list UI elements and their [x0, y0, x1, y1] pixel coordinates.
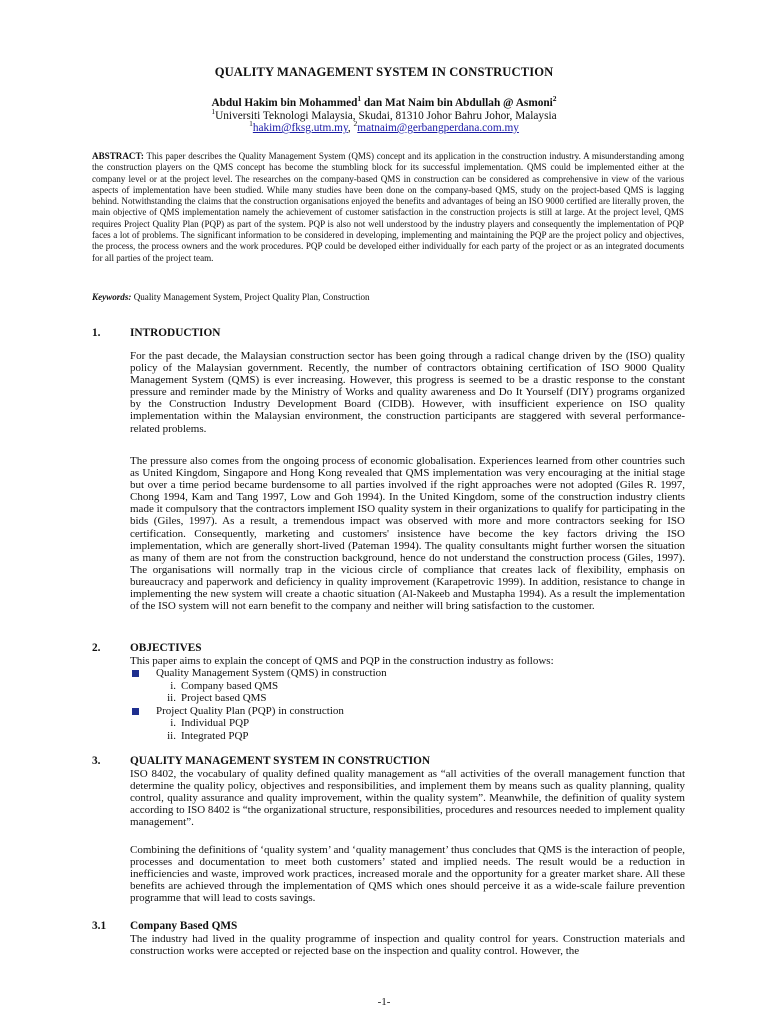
section-3-1-paragraph: The industry had lived in the quality programme of inspection and quality control for years. Construction materials and construction works were accepted or rejected base on the inspection and quality control. However, the	[130, 933, 685, 958]
list-item: i. Company based QMS	[170, 679, 279, 692]
paper-title: QUALITY MANAGEMENT SYSTEM IN CONSTRUCTION	[214, 65, 554, 79]
email-link-1[interactable]: hakim@fksg.utm.my	[252, 122, 348, 134]
list-item: Quality Management System (QMS) in construction	[130, 667, 685, 680]
list-item: ii. Project based QMS	[167, 692, 267, 704]
section-2-intro: This paper aims to explain the concept of QMS and PQP in the construction industry as follows:	[130, 655, 554, 667]
square-bullet-icon	[132, 670, 139, 677]
section-1-paragraph-2: The pressure also comes from the ongoing process of economic globalisation. Experiences learned from other countries such as United Kingdom, Singapore and Hong Kong revealed that QMS implementation was very encouraging at the initial stage but over a time period became burdensome to all parties involved if the right approaches were not adopted (Giles R. 1997, Chong 1994, Kam and Tang 1997, Low and Goh 1994). In the United Kingdom, some of the construction industry clients made it compulsory that the contractors implement ISO quality system in their organizations to qualify for participating in the bids (Giles, 1997). As a result, a tremendous impact was observed with more and more contractors seeking for ISO certification. Consequently, marketing and customers' insistence have become the key factors driving the ISO implementation, which are generally short-lived (Pateman 1994). The quality consultants might further worsen the situation as many of them are not from the construction background, hence do not understand the construction process (Giles, 1997). The organisations will normally trap in the vicious circle of compliance that creates lack of flexibility, emphasis on bureaucracy and paperwork and deficiency in quality improvement (Karapetrovic 1999). In addition, resistance to change in implementing the new system will create a chaotic situation (Al-Nakeeb and Mustapha 1994). As a result the implementation of the ISO system will not earn benefit to the company and neither will bring satisfaction to the customer.	[130, 455, 685, 613]
list-item: i. Individual PQP	[170, 717, 250, 729]
email-link-2[interactable]: matnaim@gerbangperdana.com.my	[357, 122, 519, 134]
author-names: Abdul Hakim bin Mohammed$^1$ dan Mat Naim bin Abdullah @ Asmoni$^2$	[211, 94, 557, 109]
paper-page: QUALITY MANAGEMENT SYSTEM IN CONSTRUCTION Abdul Hakim bin Mohammed$^1$ dan Mat Naim bin Abdullah @ Asmoni$^2$ $^1$Universiti Teknologi Malaysia, Skudai, 81310 Johor Bahru Johor, Malaysia $^1$hakim@fksg.utm.my, $^2$matnaim@gerbangperdana.com.my ABSTRACT: This paper describes the Quality Management System (QMS) concept and its application in the construction industry. A misunderstanding among the construction players on the QMS concept has become the stumbling block for its successful implementation. QMS could be implemented either at the company level or at the project level. The researches on the company-based QMS in construction can be considered as comprehensive in view of the various aspects of implementation have been studied. While many studies have been done on the company-based QMS, study on the project-based QMS is lagging behind. Notwithstanding the claims that the construction organisations enjoyed the benefits and advantages of being an ISO 9000 certified are literally proven, the main objective of QMS implementation namely the achievement of customer satisfaction in the construction projects is still at large. At the project level, QMS requires Project Quality Plan (PQP) as part of the system. PQP is also not well understood by the industry players and consequently the implementation of PQP faces a lot of problems. The significant information to be considered in developing, implementing and maintaining the PQP are the project policy and objectives, the process, the process owners and the work procedures. PQP could be developed either individually for each party of the project or as an integrated documents for all parties of the project team. Keywords: Quality Management System, Project Quality Plan, Construction 1. INTRODUCTION For the past decade, the Malaysian construction sector has been going through a radical change driven by the (ISO) quality policy of the Malaysian government. Recently, the number of contractors obtaining certification of ISO 9000 Quality Management System (QMS) is ever increasing. However, this progress is seemed to be a drastic response to the constant pressure and reminder made by the Ministry of Works and quality awareness and Do It Yourself (DIY) programs organized by the Construction Industry Development Board (CIDB). However, with insufficient experience on ISO quality implementation within the Malaysian environment, the construction participants are staggered with several performance-related problems. The pressure also comes from the ongoing process of economic globalisation. Experiences learned from other countries such as United Kingdom, Singapore and Hong Kong revealed that QMS implementation was very encouraging at the initial stage but over a time period became burdensome to all parties involved if the right approaches were not adopted (Giles R. 1997, Chong 1994, Kam and Tang 1997, Low and Goh 1994). In the United Kingdom, some of the construction industry clients made it compulsory that the contractors implement ISO quality system in their organizations to qualify for participating in the bids (Giles, 1997). As a result, a tremendous impact was observed with more and more contractors seeking for ISO certification. Consequently, marketing and customers' insistence have become the key factors driving the ISO implementation, which are generally short-lived (Pateman 1994). The quality consultants might further worsen the situation as many of them are not from the construction background, hence do not understand the construction process (Giles, 1997). The organisations will normally trap in the vicious circle of compliance that creates lack of flexibility, emphasis on bureaucracy and paperwork and deficiency in quality improvement (Karapetrovic 1999). In addition, resistance to change in implementing the new system will create a chaotic situation (Al-Nakeeb and Mustapha 1994). As a result the implementation of the ISO system will not earn benefit to the company and neither will bring satisfaction to the customer. 2. OBJECTIVES This paper aims to explain the concept of QMS and PQP in the construction industry as follows: Quality Management System (QMS) in construction i. Company based QMS ii. Project based QMS Project Quality Plan (PQP) in construction i. Individual PQP ii. Integrated PQP 3. QUALITY MANAGEMENT SYSTEM IN CONSTRUCTION ISO 8402, the vocabulary of quality defined quality management as “all activities of the overall management function that determine the quality policy, objectives and responsibilities, and implement them by means such as quality planning, quality control, quality assurance and quality improvement, within the quality system”. Meanwhile, the definition of quality system according to ISO 8402 is “the organizational structure, responsibilities, procedures and resources needed to implement quality management”. Combining the definitions of ‘quality system’ and ‘quality management’ thus concludes that QMS is the interaction of people, processes and documentation to meet both customers’ stated and implied needs. The result would be a reduction in inefficiencies and waste, improved work practices, increased morale and the opportunity for a greater market share. All these benefits are achieved through the implementation of QMS which ones should perceive it as a wide-scale failure prevention programme that will lead to costs savings. 3.1 Company Based QMS The industry had lived in the quality programme of inspection and quality control for years. Construction materials and construction works were accepted or rejected base on the inspection and quality control. However, the -1-	[0, 0, 768, 1024]
list-item: Project Quality Plan (PQP) in construction	[130, 705, 685, 718]
section-3-paragraph-2: Combining the definitions of ‘quality system’ and ‘quality management’ thus concludes that QMS is the interaction of people, processes and documentation to meet both customers’ stated and implied needs. The result would be a reduction in inefficiencies and waste, improved work practices, increased morale and the opportunity for a greater market share. All these benefits are achieved through the implementation of QMS which ones should perceive it as a wide-scale failure prevention programme that will lead to costs savings.	[130, 844, 685, 905]
page-number: -1-	[377, 996, 391, 1008]
author-emails: $^1$hakim@fksg.utm.my, $^2$matnaim@gerbangperdana.com.my	[249, 119, 519, 134]
keywords: Keywords: Quality Management System, Project Quality Plan, Construction	[92, 292, 370, 302]
section-1-paragraph-1: For the past decade, the Malaysian construction sector has been going through a radical change driven by the (ISO) quality policy of the Malaysian government. Recently, the number of contractors obtaining certification of ISO 9000 Quality Management System (QMS) is ever increasing. However, this progress is seemed to be a drastic response to the constant pressure and reminder made by the Ministry of Works and quality awareness and Do It Yourself (DIY) programs organized by the Construction Industry Development Board (CIDB). However, with insufficient experience on ISO quality implementation within the Malaysian environment, the construction participants are staggered with several performance-related problems.	[130, 350, 685, 435]
abstract: ABSTRACT: This paper describes the Quality Management System (QMS) concept and its application in the construction industry. A misunderstanding among the construction players on the QMS concept has become the stumbling block for its successful implementation. QMS could be implemented either at the company level or at the project level. The researches on the company-based QMS in construction can be considered as comprehensive in view of the various aspects of implementation have been studied. While many studies have been done on the company-based QMS, study on the project-based QMS is lagging behind. Notwithstanding the claims that the construction organisations enjoyed the benefits and advantages of being an ISO 9000 certified are literally proven, the main objective of QMS implementation namely the achievement of customer satisfaction in the construction projects is still at large. At the project level, QMS requires Project Quality Plan (PQP) as part of the system. PQP is also not well understood by the industry players and consequently the implementation of PQP faces a lot of problems. The significant information to be considered in developing, implementing and maintaining the PQP are the project policy and objectives, the process, the process owners and the work procedures. PQP could be developed either individually for each party of the project or as an integrated documents for all parties of the project team.	[92, 151, 684, 263]
affiliation: $^1$Universiti Teknologi Malaysia, Skudai, 81310 Johor Bahru Johor, Malaysia	[211, 106, 557, 122]
objectives-list	[130, 667, 685, 742]
square-bullet-icon	[132, 708, 139, 715]
author-block	[0, 94, 768, 135]
section-3-paragraph-1: ISO 8402, the vocabulary of quality defined quality management as “all activities of the overall management function that determine the quality policy, objectives and responsibilities, and implement them by means such as quality planning, quality control, quality assurance and quality improvement, within the quality system”. Meanwhile, the definition of quality system according to ISO 8402 is “the organizational structure, responsibilities, procedures and resources needed to implement quality management”.	[130, 768, 685, 829]
list-item: ii. Integrated PQP	[167, 729, 249, 742]
